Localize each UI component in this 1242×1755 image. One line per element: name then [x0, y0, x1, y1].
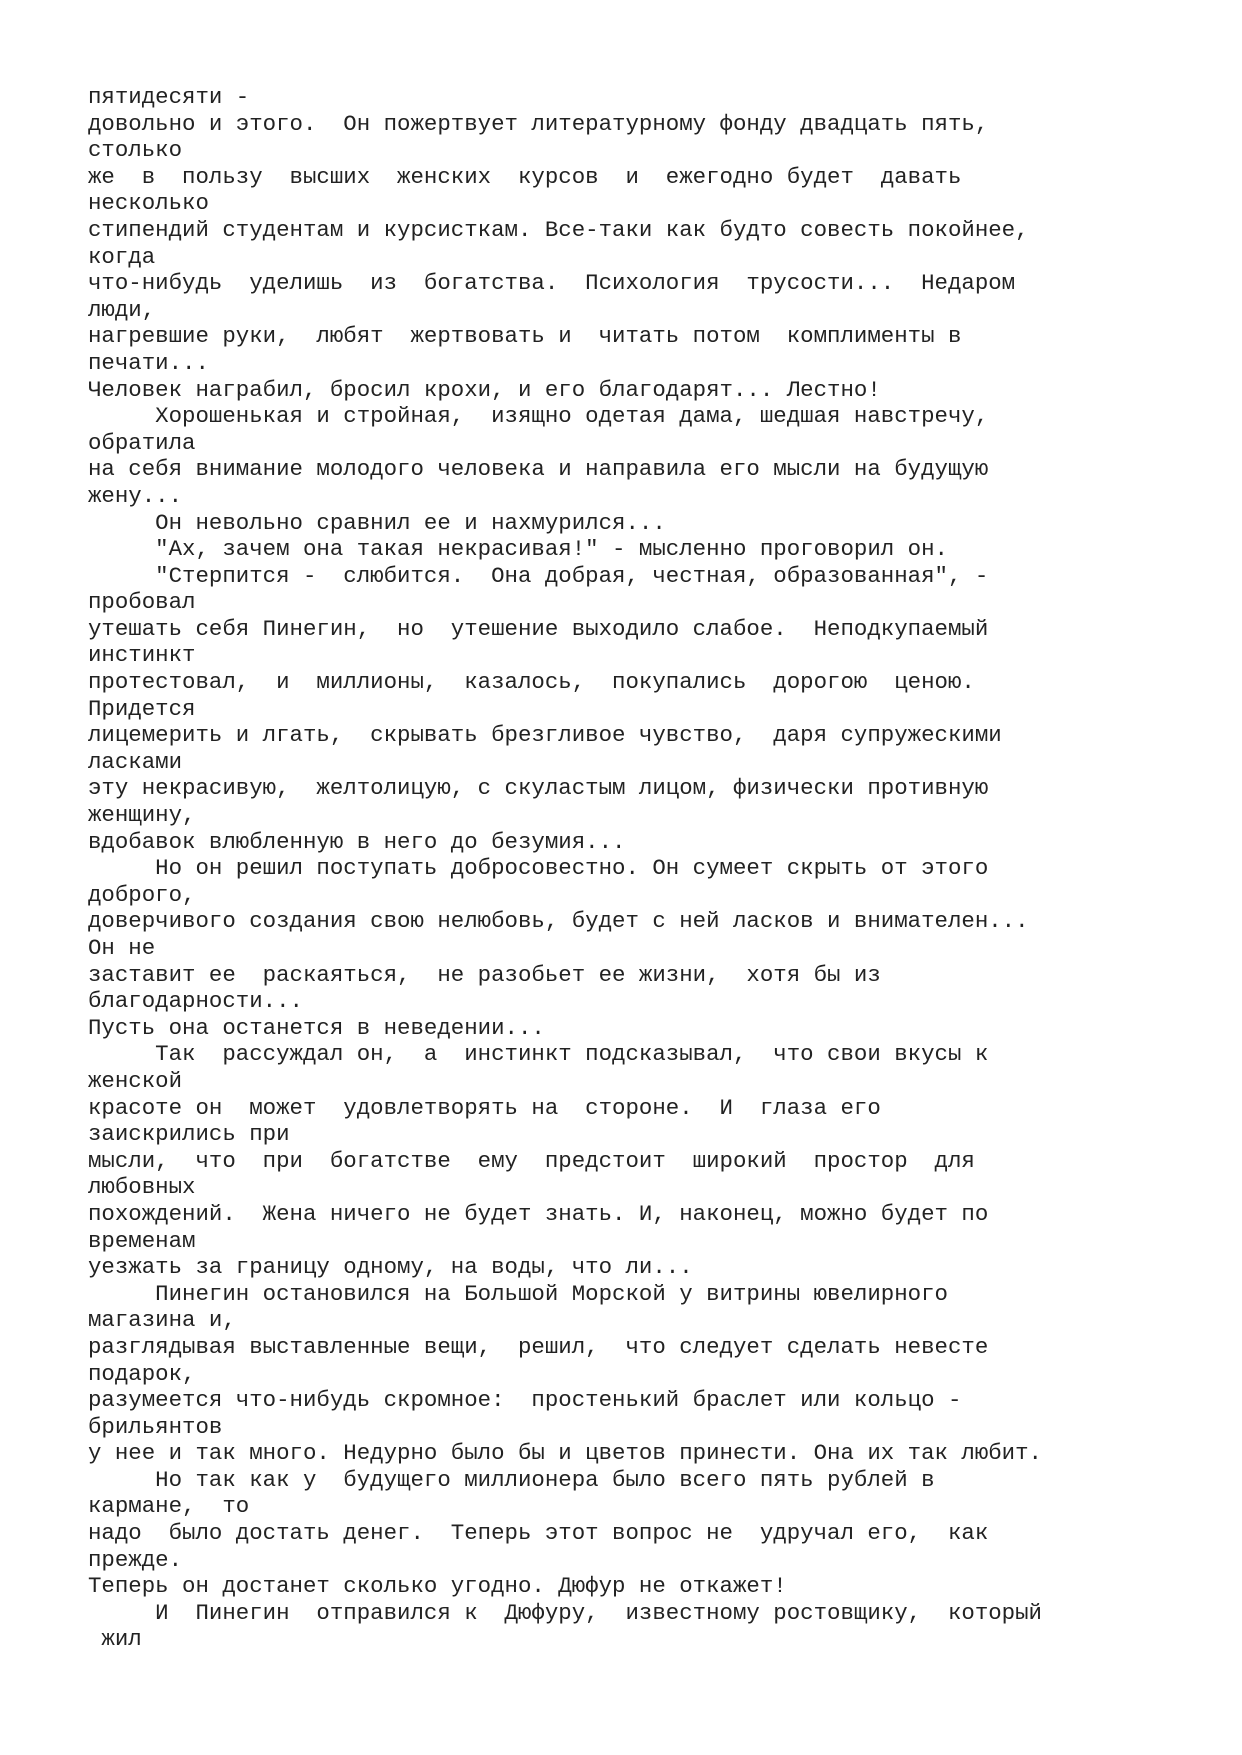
text-line: несколько — [88, 190, 209, 217]
text-line: мысли, что при богатстве ему предстоит широкий простор для — [88, 1147, 975, 1174]
text-line: уезжать за границу одному, на воды, что ли... — [88, 1254, 693, 1281]
text-line: столько — [88, 137, 183, 164]
text-line: эту некрасивую, желтолицую, с скуластым лицом, физически противную — [88, 775, 989, 802]
text-line: Человек награбил, бросил крохи, и его благодарят... Лестно! — [88, 376, 881, 403]
text-line: магазина и, — [88, 1307, 236, 1334]
text-line: у нее и так много. Недурно было бы и цветов принести. Она их так любит. — [88, 1440, 1042, 1467]
text-line: Так рассуждал он, а инстинкт подсказывал, что свои вкусы к — [88, 1041, 989, 1068]
text-line: брильянтов — [88, 1413, 223, 1440]
text-line: заискрились при — [88, 1121, 290, 1148]
text-line: "Стерпится - слюбится. Она добрая, честная, образованная", - — [88, 562, 989, 589]
text-line: женщину, — [88, 802, 196, 829]
text-line: "Ах, зачем она такая некрасивая!" - мысленно проговорил он. — [88, 536, 948, 563]
text-line: доброго, — [88, 881, 196, 908]
text-line: благодарности... — [88, 988, 303, 1015]
text-line: любовных — [88, 1174, 196, 1201]
text-line: Пинегин остановился на Большой Морской у витрины ювелирного — [88, 1280, 948, 1307]
text-line: жену... — [88, 482, 183, 509]
text-line: люди, — [88, 296, 156, 323]
text-line: Хорошенькая и стройная, изящно одетая дама, шедшая навстречу, — [88, 403, 989, 430]
text-line: Пусть она останется в неведении... — [88, 1014, 545, 1041]
text-line: пятидесяти - — [88, 84, 250, 110]
text-line: Теперь он достанет сколько угодно. Дюфур не откажет! — [88, 1573, 787, 1600]
text-line: лицемерить и лгать, скрывать брезгливое чувство, даря супружескими — [88, 722, 1002, 749]
text-line: кармане, то — [88, 1493, 250, 1520]
text-line: стипендий студентам и курсисткам. Все-таки как будто совесть покойнее, — [88, 216, 1029, 243]
text-line: ласками — [88, 748, 183, 775]
text-line: на себя внимание молодого человека и направила его мысли на будущую — [88, 456, 989, 483]
text-line: нагревшие руки, любят жертвовать и читать потом комплименты в — [88, 323, 962, 350]
text-line: красоте он может удовлетворять на стороне. И глаза его — [88, 1094, 881, 1121]
text-line: что-нибудь уделишь из богатства. Психология трусости... Недаром — [88, 270, 1016, 297]
text-line: печати... — [88, 349, 209, 376]
text-line: надо было достать денег. Теперь этот вопрос не удручал его, как — [88, 1520, 989, 1547]
text-line: Но так как у будущего миллионера было всего пять рублей в — [88, 1466, 935, 1493]
text-line: утешать себя Пинегин, но утешение выходило слабое. Неподкупаемый — [88, 615, 989, 642]
text-line: Придется — [88, 695, 196, 722]
text-line: довольно и этого. Он пожертвует литературному фонду двадцать пять, — [88, 110, 989, 137]
text-line: Он не — [88, 935, 156, 961]
text-line: временам — [88, 1227, 196, 1254]
text-line: разумеется что-нибудь скромное: простенький браслет или кольцо - — [88, 1387, 962, 1414]
text-line: прежде. — [88, 1546, 183, 1573]
text-line: пробовал — [88, 589, 196, 616]
text-line: протестовал, и миллионы, казалось, покупались дорогою ценою. — [88, 669, 975, 696]
text-line: Он невольно сравнил ее и нахмурился... — [88, 509, 666, 536]
text-line: инстинкт — [88, 642, 196, 669]
text-line: заставит ее раскаяться, не разобьет ее жизни, хотя бы из — [88, 961, 881, 988]
text-line: Но он решил поступать добросовестно. Он сумеет скрыть от этого — [88, 855, 989, 882]
text-line: разглядывая выставленные вещи, решил, что следует сделать невесте — [88, 1333, 989, 1360]
text-line: обратила — [88, 429, 196, 456]
document-page — [88, 84, 1218, 1653]
text-line: когда — [88, 243, 156, 270]
text-line: подарок, — [88, 1360, 196, 1387]
text-line: похождений. Жена ничего не будет знать. И, наконец, можно будет по — [88, 1200, 989, 1227]
text-line: женской — [88, 1067, 183, 1094]
text-line: доверчивого создания свою нелюбовь, будет с ней ласков и внимателен... — [88, 908, 1029, 935]
text-line: вдобавок влюбленную в него до безумия... — [88, 828, 626, 855]
text-line: жил — [88, 1626, 142, 1653]
text-line: же в пользу высших женских курсов и ежегодно будет давать — [88, 163, 962, 190]
text-line: И Пинегин отправился к Дюфуру, известному ростовщику, который — [88, 1599, 1042, 1626]
